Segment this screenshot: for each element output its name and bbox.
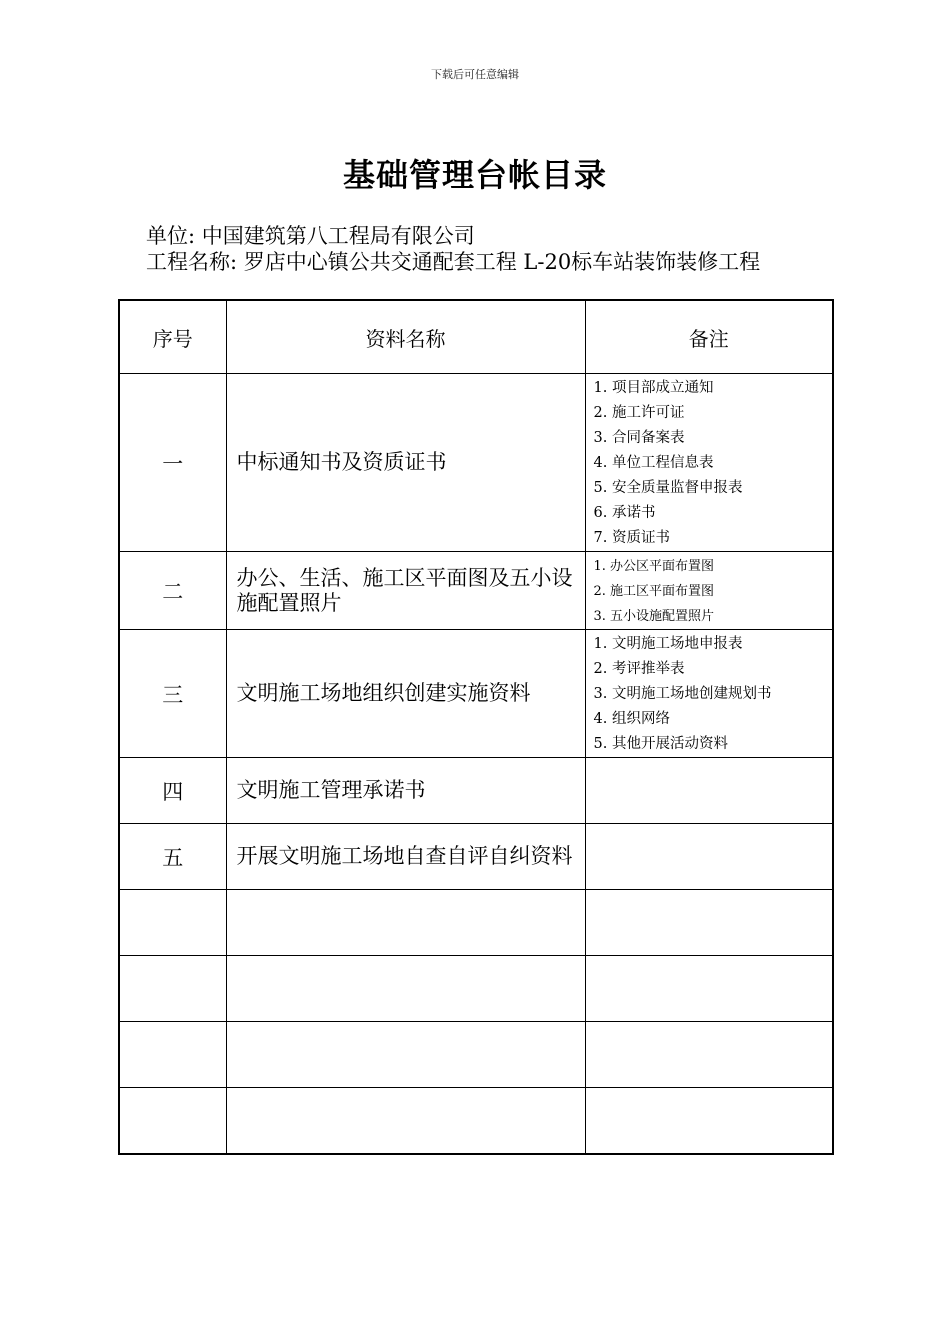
remark-item: 5. 其他开展活动资料 — [593, 736, 728, 752]
remark-item: 2. 考评推举表 — [593, 661, 685, 677]
row-remarks — [585, 890, 833, 956]
row-doc-name — [226, 1022, 585, 1088]
header-seq: 序号 — [119, 300, 226, 374]
row-doc-name — [226, 956, 585, 1022]
remark-item: 3. 合同备案表 — [593, 430, 685, 446]
table-row — [119, 758, 833, 824]
row-remarks — [585, 1088, 833, 1154]
table-row — [119, 552, 833, 630]
row-doc-name: 文明施工场地组织创建实施资料 — [226, 630, 585, 758]
row-seq: 四 — [119, 758, 226, 824]
row-doc-name — [226, 890, 585, 956]
row-remarks — [585, 956, 833, 1022]
remark-item: 7. 资质证书 — [593, 530, 670, 546]
table-row — [119, 824, 833, 890]
remark-item: 1. 项目部成立通知 — [593, 380, 714, 396]
row-remarks — [585, 1022, 833, 1088]
table-header-row — [119, 300, 833, 374]
row-seq: 五 — [119, 824, 226, 890]
row-seq: 三 — [119, 630, 226, 758]
row-seq — [119, 890, 226, 956]
row-doc-name: 文明施工管理承诺书 — [226, 758, 585, 824]
remark-item: 3. 文明施工场地创建规划书 — [593, 686, 772, 702]
row-remarks — [585, 630, 833, 758]
unit-line: 单位: 中国建筑第八工程局有限公司 — [146, 224, 475, 248]
ledger-table — [118, 299, 834, 1155]
table-row — [119, 890, 833, 956]
remark-item: 1. 办公区平面布置图 — [593, 559, 715, 574]
page-title: 基础管理台帐目录 — [342, 156, 607, 194]
remark-item: 4. 单位工程信息表 — [593, 455, 714, 471]
row-remarks — [585, 824, 833, 890]
remark-item: 3. 五小设施配置照片 — [593, 609, 715, 624]
table-row — [119, 1022, 833, 1088]
table-row — [119, 1088, 833, 1154]
header-note: 下载后可任意编辑 — [431, 68, 519, 81]
row-seq: 二 — [119, 552, 226, 630]
row-seq: 一 — [119, 374, 226, 552]
remark-item: 1. 文明施工场地申报表 — [593, 636, 743, 652]
remark-item: 2. 施工区平面布置图 — [593, 584, 715, 599]
table-row — [119, 956, 833, 1022]
row-doc-name: 办公、生活、施工区平面图及五小设施配置照片 — [226, 552, 585, 630]
row-seq — [119, 1022, 226, 1088]
row-remarks — [585, 552, 833, 630]
row-remarks — [585, 758, 833, 824]
row-doc-name: 开展文明施工场地自查自评自纠资料 — [226, 824, 585, 890]
remark-item: 6. 承诺书 — [593, 505, 656, 521]
header-doc-name: 资料名称 — [226, 300, 585, 374]
header-remarks: 备注 — [585, 300, 833, 374]
remark-item: 4. 组织网络 — [593, 711, 670, 727]
remark-item: 5. 安全质量监督申报表 — [593, 480, 743, 496]
row-doc-name: 中标通知书及资质证书 — [226, 374, 585, 552]
row-doc-name — [226, 1088, 585, 1154]
remark-item: 2. 施工许可证 — [593, 405, 685, 421]
project-name-line: 工程名称: 罗店中心镇公共交通配套工程 L-20标车站装饰装修工程 — [146, 250, 761, 274]
row-remarks — [585, 374, 833, 552]
row-seq — [119, 956, 226, 1022]
row-seq — [119, 1088, 226, 1154]
table-row — [119, 630, 833, 758]
table-row — [119, 374, 833, 552]
